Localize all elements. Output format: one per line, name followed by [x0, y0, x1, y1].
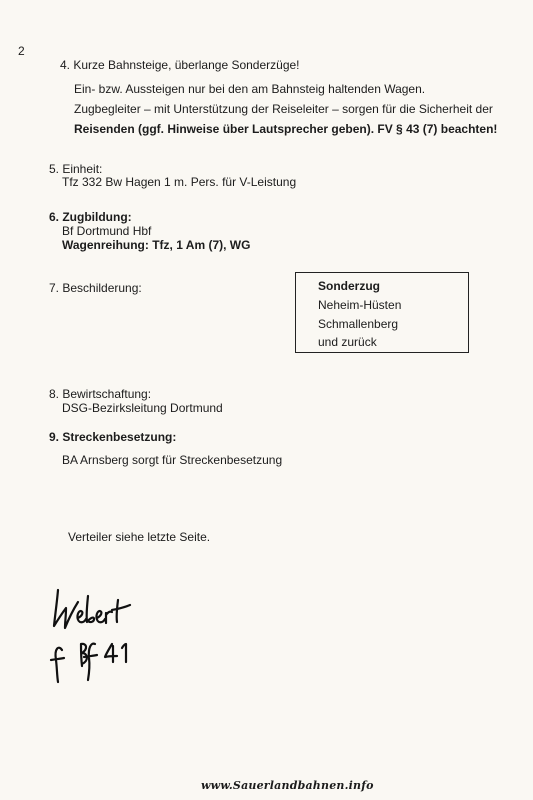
section-6-line-1: Bf Dortmund Hbf — [62, 224, 152, 238]
section-6-heading: 6. Zugbildung: — [49, 210, 132, 224]
section-8-heading: 8. Bewirtschaftung: — [49, 387, 152, 401]
sign-line-1: Sonderzug — [318, 279, 380, 293]
section-5-heading: 5. Einheit: — [49, 162, 103, 176]
distribution-note: Verteiler siehe letzte Seite. — [68, 530, 211, 544]
footer-url: www.Sauerlandbahnen.info — [201, 779, 374, 792]
section-4-line-2: Zugbegleiter – mit Unterstützung der Reiseleiter – sorgen für die Sicherheit der — [74, 102, 493, 116]
section-9-heading: 9. Streckenbesetzung: — [49, 430, 177, 444]
section-5-line: Tfz 332 Bw Hagen 1 m. Pers. für V-Leistung — [62, 175, 297, 189]
sign-line-3: Schmallenberg — [318, 317, 399, 331]
section-8-line: DSG-Bezirksleitung Dortmund — [62, 401, 223, 415]
section-9-line: BA Arnsberg sorgt für Streckenbesetzung — [62, 453, 283, 467]
handwritten-signature — [48, 588, 148, 688]
sign-line-4: und zurück — [318, 335, 377, 349]
section-7-heading: 7. Beschilderung: — [49, 281, 142, 295]
destination-sign-box — [295, 272, 469, 353]
section-4-line-1: Ein- bzw. Aussteigen nur bei den am Bahnsteig haltenden Wagen. — [74, 82, 426, 96]
section-4-line-3: Reisenden (ggf. Hinweise über Lautsprecher geben). FV § 43 (7) beachten! — [74, 122, 498, 136]
section-4-heading: 4. Kurze Bahnsteige, überlange Sonderzüge! — [60, 58, 300, 72]
section-6-line-2: Wagenreihung: Tfz, 1 Am (7), WG — [62, 238, 251, 252]
sign-line-2: Neheim-Hüsten — [318, 298, 402, 312]
page-number: 2 — [18, 44, 25, 58]
